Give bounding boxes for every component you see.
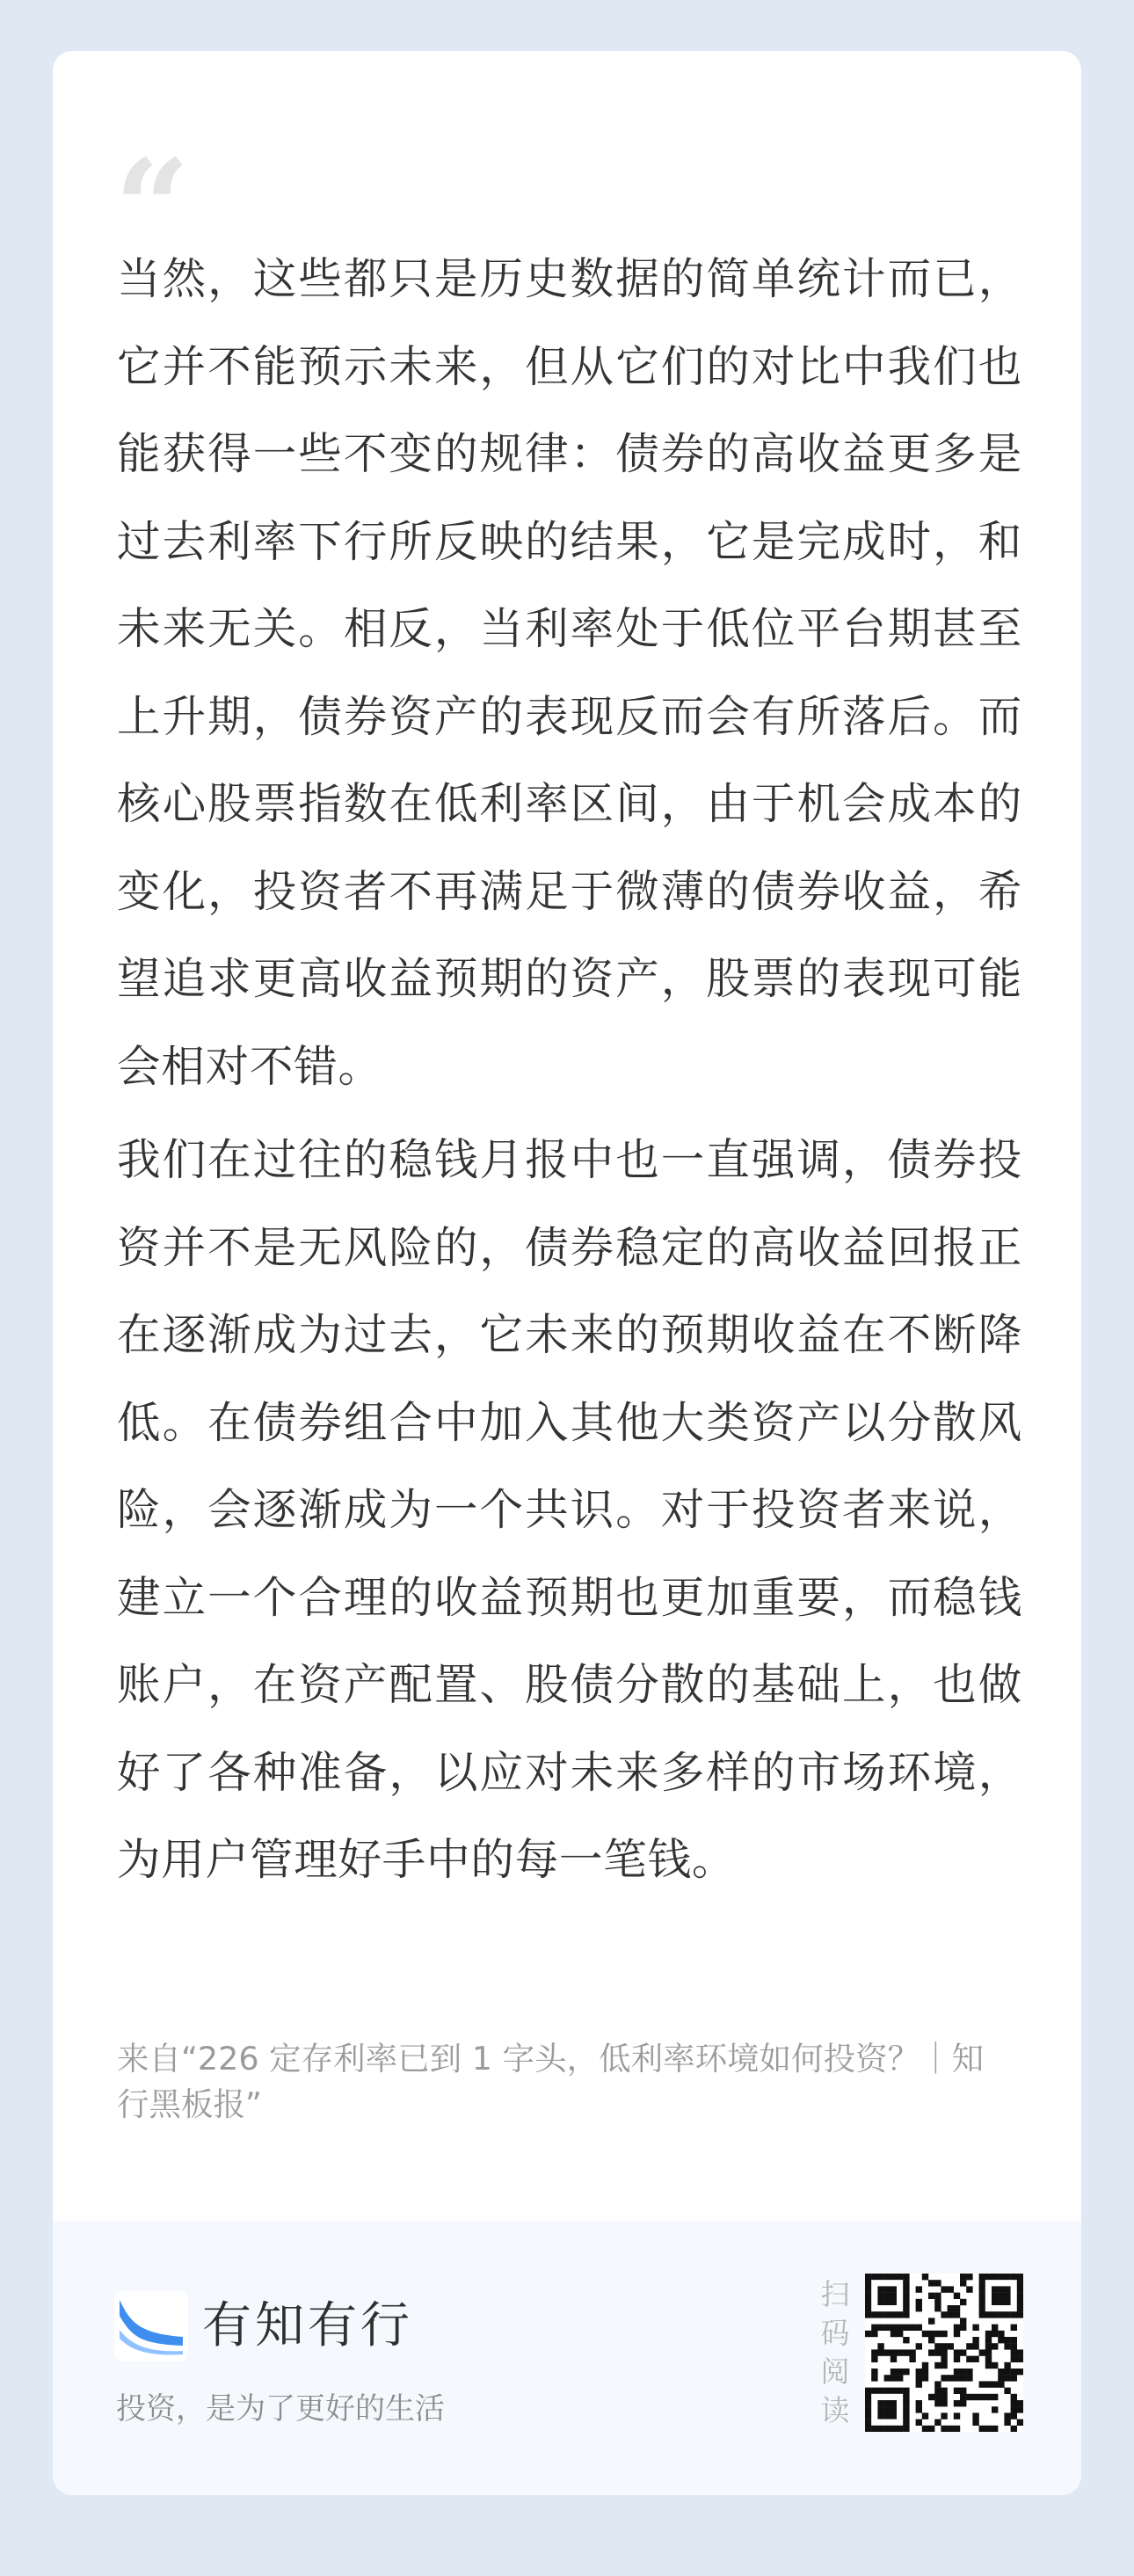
brand-name: 有知有行 [202, 2297, 413, 2354]
quote-body [117, 236, 1022, 1910]
quote-mark-icon: “ [114, 131, 184, 286]
share-footer [53, 2221, 1081, 2495]
scan-to-read-label: 扫码阅读 [820, 2277, 850, 2427]
brand-logo-icon [114, 2291, 188, 2361]
article-source-link[interactable]: 来自“226 定存利率已到 1 字头，低利率环境如何投资？｜知行黑板报” [117, 2040, 985, 2123]
qr-code-icon[interactable] [865, 2274, 1023, 2432]
quote-paragraph-2: 我们在过往的稳钱月报中也一直强调，债券投资并不是无风险的，债券稳定的高收益回报正在逐渐成为过去，它未来的预期收益在不断降低。在债券组合中加入其他大类资产以分散风险，会逐渐成为一个共识。对于投资者来说，建立一个合理的收益预期也更加重要，而稳钱账户，在资产配置、股债分散的基础上，也做好了各种准备，以应对未来多样的市场环境，为用户管理好手中的每一笔钱。 [117, 1134, 1022, 1885]
quote-card [53, 51, 1081, 2495]
quote-paragraph-1: 当然，这些都只是历史数据的简单统计而已，它并不能预示未来，但从它们的对比中我们也能获得一些不变的规律：债券的高收益更多是过去利率下行所反映的结果，它是完成时，和未来无关。相反，当利率处于低位平台期甚至上升期，债券资产的表现反而会有所落后。而核心股票指数在低利率区间，由于机会成本的变化，投资者不再满足于微薄的债券收益，希望追求更高收益预期的资产，股票的表现可能会相对不错。 [117, 253, 1022, 1092]
brand-slogan: 投资，是为了更好的生活 [116, 2391, 445, 2427]
